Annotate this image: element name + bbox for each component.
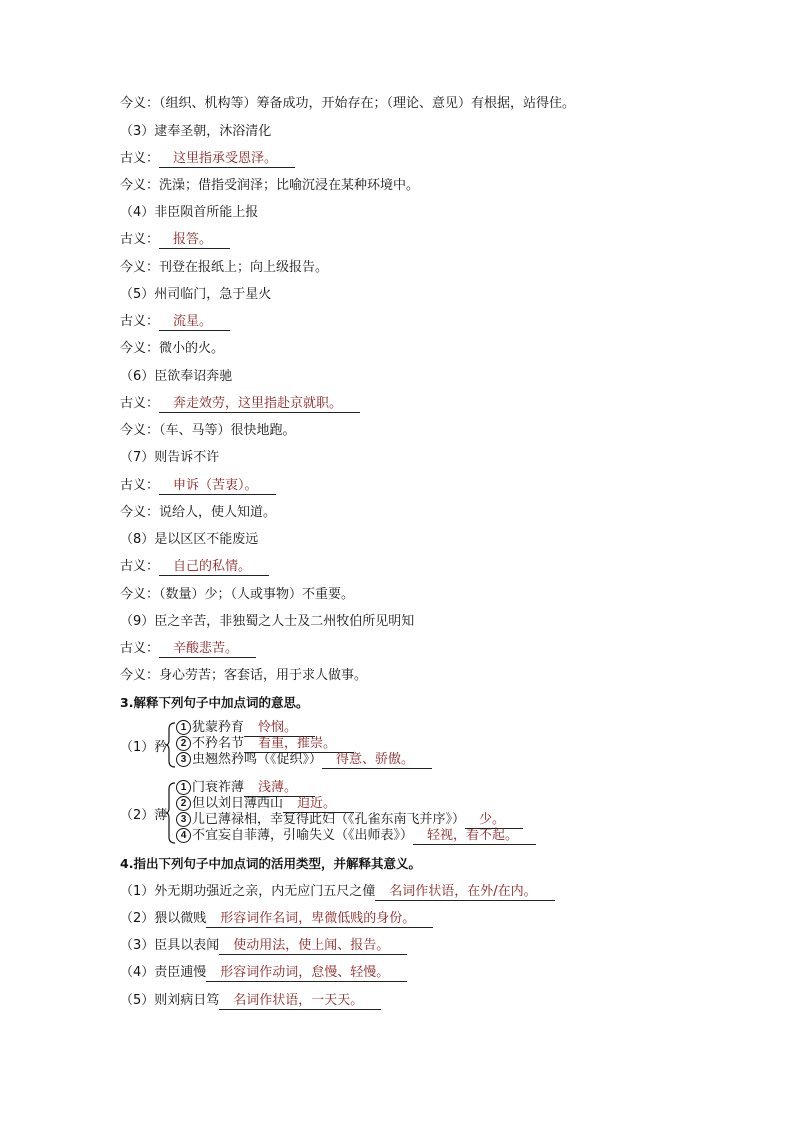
text-line: 今义：微小的火。 — [120, 341, 225, 356]
text-line: 今义：（组织、机构等）筹备成功，开始存在；（理论、意见）有根据，站得住。 — [120, 96, 576, 111]
answer-blank: 形容词作名词，卑微低贱的身份。 — [206, 911, 433, 928]
answer-blank: 使动用法，使上闻、报告。 — [219, 938, 407, 955]
answer-blank: 形容词作动词，怠慢、轻慢。 — [206, 965, 407, 982]
answer-blank: 申诉（苦衷）。 — [159, 478, 276, 495]
question-line: （8）是以区区不能废远 — [120, 532, 259, 547]
text-line: 今义：身心劳苦；客套话，用于求人做事。 — [120, 668, 368, 683]
text-line: 今义：（车、马等）很快地跑。 — [120, 423, 296, 438]
circled-number: 3 — [176, 812, 191, 827]
circled-number: 2 — [176, 736, 191, 751]
answer-blank: 看重，推崇。 — [244, 736, 354, 753]
sub-item: 1 犹蒙矜育 怜悯。 — [176, 720, 315, 737]
answer-blank: 这里指承受恩泽。 — [159, 151, 295, 168]
answer-blank: 奔走效劳，这里指赴京就职。 — [159, 396, 360, 413]
sub-item: 4 不宜妄自菲薄，引喻失义（《出师表》） 轻视，看不起。 — [176, 828, 536, 845]
answer-blank: 少。 — [465, 812, 523, 829]
exercise-line: （4）责臣逋慢 形容词作动词，怠慢、轻慢。 — [120, 964, 407, 982]
exercise-line: （1）外无期功强近之亲，内无应门五尺之僮 名词作状语，在外/在内。 — [120, 883, 555, 901]
exercise-line: （5）则刘病日笃 名词作状语，一天天。 — [120, 992, 381, 1010]
circled-number: 1 — [176, 780, 191, 795]
answer-line: 古义： 自己的私情。 — [120, 558, 269, 576]
question-line: （4）非臣陨首所能上报 — [120, 205, 259, 220]
answer-blank: 轻视，看不起。 — [413, 828, 536, 845]
circled-number: 3 — [176, 752, 191, 767]
group-label: （2）薄 — [120, 808, 168, 823]
word-group-jin — [120, 720, 480, 770]
answer-blank: 流星。 — [159, 314, 230, 331]
section-heading: 4.指出下列句子中加点词的活用类型，并解释其意义。 — [120, 856, 421, 871]
question-line: （5）州司临门，急于星火 — [120, 287, 272, 302]
group-label: （1）矜 — [120, 740, 168, 755]
answer-blank: 怜悯。 — [244, 720, 315, 737]
question-line: （3）逮奉圣朝，沐浴清化 — [120, 124, 272, 139]
answer-blank: 报答。 — [159, 232, 230, 249]
exercise-line: （3）臣具以表闻 使动用法，使上闻、报告。 — [120, 937, 407, 955]
answer-blank: 迫近。 — [283, 796, 354, 813]
sub-item: 2 但以刘日薄西山 迫近。 — [176, 796, 354, 813]
text-line: 今义：（数量）少；（人或事物）不重要。 — [120, 587, 355, 602]
answer-blank: 得意、骄傲。 — [322, 752, 432, 769]
question-line: （7）则告诉不许 — [120, 450, 220, 465]
text-line: 今义：洗澡；借指受润泽；比喻沉浸在某种环境中。 — [120, 178, 420, 193]
answer-blank: 辛酸悲苦。 — [159, 641, 256, 658]
sub-item: 3 儿已薄禄相，幸复得此妇（《孔雀东南飞并序》） 少。 — [176, 812, 523, 829]
answer-line: 古义： 这里指承受恩泽。 — [120, 150, 295, 168]
brace-icon — [166, 782, 176, 844]
circled-number: 1 — [176, 720, 191, 735]
answer-line: 古义： 奔走效劳，这里指赴京就职。 — [120, 395, 360, 413]
sub-item: 2 不矜名节 看重，推崇。 — [176, 736, 354, 753]
answer-blank: 自己的私情。 — [159, 559, 269, 576]
sub-item: 3 虫翘然矜鸣（《促织》） 得意、骄傲。 — [176, 752, 432, 769]
circled-number: 2 — [176, 796, 191, 811]
answer-blank: 名词作状语，一天天。 — [219, 993, 381, 1010]
answer-blank: 名词作状语，在外/在内。 — [375, 884, 554, 901]
section-heading: 3.解释下列句子中加点词的意思。 — [120, 695, 309, 710]
answer-line: 古义： 流星。 — [120, 313, 230, 331]
question-line: （6）臣欲奉诏奔驰 — [120, 369, 233, 384]
circled-number: 4 — [176, 828, 191, 843]
answer-line: 古义： 报答。 — [120, 231, 230, 249]
text-line: 今义：刊登在报纸上；向上级报告。 — [120, 260, 329, 275]
text-line: 今义：说给人，使人知道。 — [120, 505, 277, 520]
exercise-line: （2）猥以微贱 形容词作名词，卑微低贱的身份。 — [120, 910, 433, 928]
answer-line: 古义： 辛酸悲苦。 — [120, 640, 256, 658]
word-group-bo — [120, 780, 580, 846]
answer-line: 古义： 申诉（苦衷）。 — [120, 477, 276, 495]
brace-icon — [166, 722, 176, 768]
sub-item: 1 门衰祚薄 浅薄。 — [176, 780, 315, 797]
question-line: （9）臣之辛苦，非独蜀之人士及二州牧伯所见明知 — [120, 614, 415, 629]
answer-blank: 浅薄。 — [244, 780, 315, 797]
